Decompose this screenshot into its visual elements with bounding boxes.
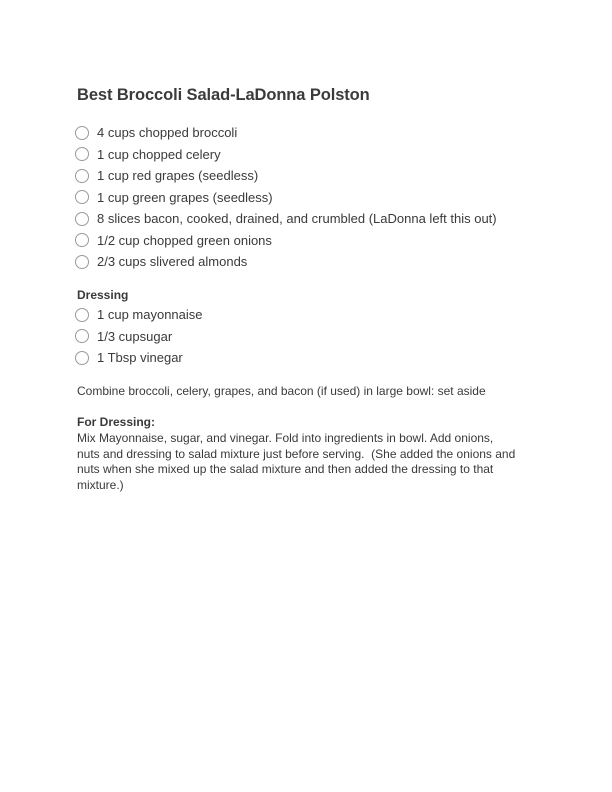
checklist-item: [75, 144, 497, 166]
checklist-item: [75, 304, 203, 326]
checkbox-circle[interactable]: [75, 169, 89, 183]
checklist-item-text: 1 cup green grapes (seedless): [97, 189, 273, 205]
paragraph-line: mixture.): [77, 478, 124, 493]
checklist-item-text: 4 cups chopped broccoli: [97, 125, 238, 141]
for-dressing-heading: For Dressing:: [77, 415, 156, 429]
checkbox-circle[interactable]: [75, 329, 89, 343]
checklist-item-text: 2/3 cups slivered almonds: [97, 254, 248, 270]
combine-instruction: Combine broccoli, celery, grapes, and bacon (if used) in large bowl: set aside: [77, 384, 486, 398]
checklist-item-text: 1/2 cup chopped green onions: [97, 232, 272, 248]
checkbox-circle[interactable]: [75, 308, 89, 322]
checklist-item: [75, 326, 203, 348]
dressing-checklist: [75, 304, 203, 369]
checkbox-circle[interactable]: [75, 147, 89, 161]
checklist-item: [75, 230, 497, 252]
for-dressing-paragraph: [77, 431, 547, 494]
checklist-item: [75, 122, 497, 144]
checklist-item: [75, 347, 203, 369]
checklist-item: [75, 208, 497, 230]
checkbox-circle[interactable]: [75, 190, 89, 204]
checklist-item: [75, 187, 497, 209]
paragraph-line: Mix Mayonnaise, sugar, and vinegar. Fold into ingredients in bowl. Add onions,: [77, 431, 494, 445]
checklist-item: [75, 251, 497, 273]
checkbox-circle[interactable]: [75, 126, 89, 140]
checkbox-circle[interactable]: [75, 233, 89, 247]
checklist-item-text: 8 slices bacon, cooked, drained, and crumbled (LaDonna left this out): [97, 211, 497, 227]
recipe-title: Best Broccoli Salad-LaDonna Polston: [77, 86, 370, 104]
ingredients-checklist: [75, 122, 497, 273]
paragraph-line: nuts and dressing to salad mixture just before serving. (She added the onions and: [77, 446, 516, 461]
checklist-item-text: 1/3 cupsugar: [97, 328, 173, 344]
dressing-heading: Dressing: [77, 288, 129, 302]
checklist-item-text: 1 cup chopped celery: [97, 146, 221, 162]
checkbox-circle[interactable]: [75, 212, 89, 226]
checklist-item-text: 1 Tbsp vinegar: [97, 350, 183, 366]
checklist-item-text: 1 cup mayonnaise: [97, 307, 203, 323]
checkbox-circle[interactable]: [75, 351, 89, 365]
checklist-item: [75, 165, 497, 187]
checklist-item-text: 1 cup red grapes (seedless): [97, 168, 259, 184]
paragraph-line: nuts when she mixed up the salad mixture and then added the dressing to that: [77, 462, 494, 477]
checkbox-circle[interactable]: [75, 255, 89, 269]
